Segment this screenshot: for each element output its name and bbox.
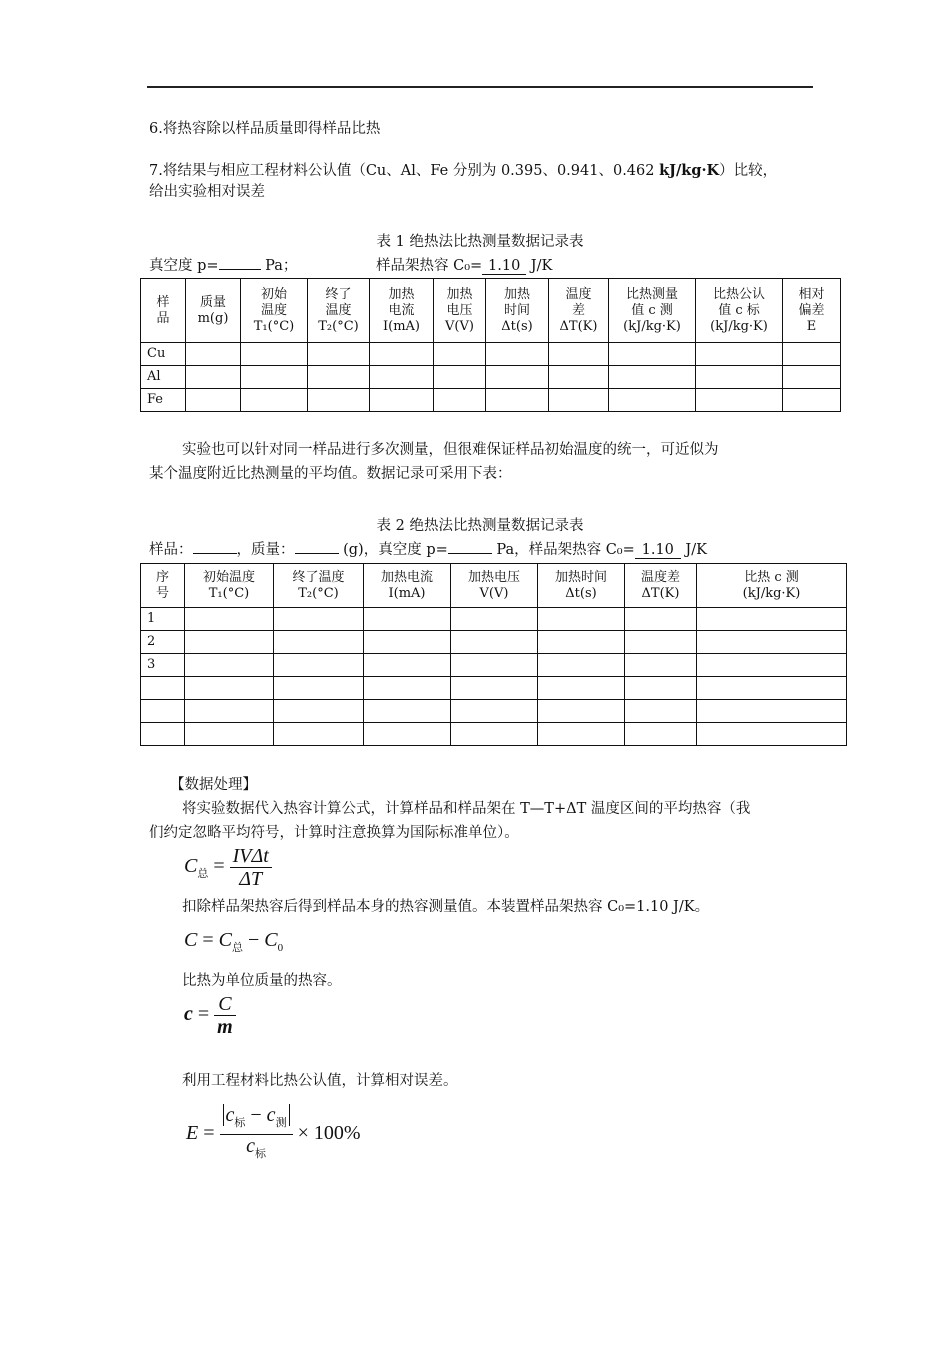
table1-empty-cell bbox=[241, 343, 308, 366]
table1-empty-cell bbox=[549, 343, 609, 366]
table1-header-text: Δt(s) bbox=[501, 318, 533, 334]
table1-header-text: 终了 bbox=[325, 286, 352, 302]
table1-empty-cell bbox=[549, 389, 609, 412]
table2-row-label bbox=[141, 723, 185, 746]
table-row bbox=[141, 654, 847, 677]
table1-header-text: 时间 bbox=[503, 302, 530, 318]
table2-empty-cell bbox=[274, 723, 364, 746]
table1-header-text: 比热公认 bbox=[712, 286, 765, 302]
table1-header-text: (kJ/kg·K) bbox=[623, 318, 681, 334]
table-row bbox=[141, 389, 841, 412]
table2-header-cell bbox=[364, 564, 451, 608]
table2-header-cell bbox=[538, 564, 625, 608]
table2-header-cell bbox=[625, 564, 697, 608]
table1-header-row bbox=[141, 279, 841, 343]
table1-empty-cell bbox=[186, 366, 241, 389]
table2-empty-cell bbox=[185, 723, 274, 746]
table1-header-text: 温度 bbox=[565, 286, 592, 302]
table2-header-text: 序 bbox=[155, 569, 169, 585]
table2-empty-cell bbox=[625, 654, 697, 677]
table2-empty-cell bbox=[364, 723, 451, 746]
table1-empty-cell bbox=[486, 366, 549, 389]
table2-header-text: ΔT(K) bbox=[641, 585, 680, 601]
table2-empty-cell bbox=[625, 723, 697, 746]
table1-header-cell bbox=[141, 279, 186, 343]
table1-header-text: E bbox=[806, 318, 817, 334]
table2-empty-cell bbox=[697, 723, 847, 746]
table2-header-cell bbox=[274, 564, 364, 608]
table2-empty-cell bbox=[625, 700, 697, 723]
table1-header-cell bbox=[370, 279, 434, 343]
table1-header-text: 加热 bbox=[388, 286, 415, 302]
table2-header-cell bbox=[451, 564, 538, 608]
table1-empty-cell bbox=[783, 389, 841, 412]
table2-header-text: Δt(s) bbox=[565, 585, 597, 601]
table2-empty-cell bbox=[625, 631, 697, 654]
table2-empty-cell bbox=[364, 677, 451, 700]
table1-header-text: 相对 bbox=[798, 286, 825, 302]
table1 bbox=[140, 278, 841, 412]
table2-empty-cell bbox=[364, 608, 451, 631]
table1-empty-cell bbox=[308, 343, 370, 366]
table1-header-text: 样 bbox=[156, 294, 170, 310]
table2-header-text: V(V) bbox=[479, 585, 509, 601]
table1-empty-cell bbox=[549, 366, 609, 389]
table2-empty-cell bbox=[625, 677, 697, 700]
table2-empty-cell bbox=[364, 631, 451, 654]
table2-empty-cell bbox=[538, 723, 625, 746]
table1-header-cell bbox=[609, 279, 696, 343]
table2-header-cell bbox=[185, 564, 274, 608]
table2-empty-cell bbox=[274, 677, 364, 700]
table1-caption: 表 1 绝热法比热测量数据记录表 bbox=[376, 234, 584, 250]
table1-empty-cell bbox=[186, 389, 241, 412]
table2-header-text: 终了温度 bbox=[292, 569, 345, 585]
table1-row-label: Cu bbox=[141, 343, 186, 366]
data-processing-heading: 【数据处理】 bbox=[170, 777, 257, 793]
table2-header-text: I(mA) bbox=[388, 585, 426, 601]
table2-empty-cell bbox=[451, 631, 538, 654]
table2-row-label: 2 bbox=[141, 631, 185, 654]
table1-header-text: 电流 bbox=[388, 302, 415, 318]
table2-empty-cell bbox=[364, 700, 451, 723]
table1-empty-cell bbox=[609, 389, 696, 412]
table1-header-text: 品 bbox=[156, 310, 170, 326]
table2-header-text: 初始温度 bbox=[202, 569, 255, 585]
table-row bbox=[141, 343, 841, 366]
table2-row-label bbox=[141, 677, 185, 700]
table1-empty-cell bbox=[186, 343, 241, 366]
table2-info: 样品： ，质量： (g)，真空度 p= Pa，样品架热容 C₀= 1.10 J/K bbox=[149, 542, 707, 558]
table2-header-text: 加热时间 bbox=[554, 569, 607, 585]
table2-header-text: 加热电流 bbox=[380, 569, 433, 585]
table2-empty-cell bbox=[697, 631, 847, 654]
table1-empty-cell bbox=[434, 366, 486, 389]
table1-header-cell bbox=[186, 279, 241, 343]
table1-header-text: 温度 bbox=[260, 302, 287, 318]
table1-empty-cell bbox=[370, 343, 434, 366]
table1-header-text: 电压 bbox=[446, 302, 473, 318]
table2-empty-cell bbox=[185, 631, 274, 654]
step-7-line2: 给出实验相对误差 bbox=[149, 184, 265, 200]
table1-header-text: 值 c 标 bbox=[718, 302, 760, 318]
table1-header-cell bbox=[308, 279, 370, 343]
para-multi-line2: 某个温度附近比热测量的平均值。数据记录可采用下表： bbox=[149, 466, 512, 482]
table-row bbox=[141, 608, 847, 631]
table-row bbox=[141, 631, 847, 654]
table2-empty-cell bbox=[538, 677, 625, 700]
table1-empty-cell bbox=[609, 366, 696, 389]
table2-row-label: 1 bbox=[141, 608, 185, 631]
table-row bbox=[141, 366, 841, 389]
table2-header-text: (kJ/kg·K) bbox=[742, 585, 801, 601]
table2-empty-cell bbox=[185, 608, 274, 631]
table2-header-text: 加热电压 bbox=[467, 569, 520, 585]
table2-empty-cell bbox=[185, 677, 274, 700]
table2-empty-cell bbox=[185, 700, 274, 723]
table2 bbox=[140, 563, 847, 746]
table1-header-text: T₁(°C) bbox=[253, 318, 295, 334]
table1-empty-cell bbox=[370, 366, 434, 389]
step-7-line1: 7.将结果与相应工程材料公认值（Cu、Al、Fe 分别为 0.395、0.941、0.462 kJ/kg·K）比较， bbox=[149, 162, 778, 179]
table1-header-cell bbox=[434, 279, 486, 343]
formula-relative-error: E = $\frac{c_标 - c_测}{c_标}$ × 100% bbox=[186, 1104, 361, 1160]
table1-header-text: 加热 bbox=[503, 286, 530, 302]
table2-empty-cell bbox=[451, 608, 538, 631]
table1-header-text: T₂(°C) bbox=[318, 318, 359, 334]
table1-empty-cell bbox=[783, 366, 841, 389]
table2-header-cell bbox=[697, 564, 847, 608]
table1-header-text: (kJ/kg·K) bbox=[710, 318, 768, 334]
table2-empty-cell bbox=[697, 608, 847, 631]
table1-header-cell bbox=[241, 279, 308, 343]
table1-empty-cell bbox=[308, 366, 370, 389]
table1-header-cell bbox=[486, 279, 549, 343]
table1-holder-info: 样品架热容 C₀= 1.10 J/K bbox=[376, 258, 553, 274]
table1-empty-cell bbox=[434, 389, 486, 412]
step-6: 6.将热容除以样品质量即得样品比热 bbox=[149, 121, 381, 137]
table2-empty-cell bbox=[697, 654, 847, 677]
table2-header-text: 号 bbox=[155, 585, 169, 601]
table2-empty-cell bbox=[538, 654, 625, 677]
table2-empty-cell bbox=[697, 677, 847, 700]
table1-header-text: I(mA) bbox=[383, 318, 420, 334]
table2-empty-cell bbox=[451, 700, 538, 723]
table1-empty-cell bbox=[486, 389, 549, 412]
formula-total-heat-capacity: $C_总$ = $\frac{\text{IVΔt}}{\Delta T}$ bbox=[184, 845, 272, 890]
table2-empty-cell bbox=[364, 654, 451, 677]
table-row bbox=[141, 723, 847, 746]
table2-header-text: 比热 c 测 bbox=[744, 569, 799, 585]
table1-empty-cell bbox=[434, 343, 486, 366]
table2-header-row bbox=[141, 564, 847, 608]
table2-header-text: T₁(°C) bbox=[208, 585, 250, 601]
table2-empty-cell bbox=[274, 700, 364, 723]
formula-specific-heat: c = $\frac{C}{m}$ bbox=[184, 993, 236, 1038]
formula-sample-heat-capacity: $C = C_总 - C_0$ bbox=[184, 929, 284, 954]
table2-empty-cell bbox=[451, 677, 538, 700]
table1-empty-cell bbox=[241, 366, 308, 389]
table1-empty-cell bbox=[308, 389, 370, 412]
table1-header-text: 初始 bbox=[260, 286, 287, 302]
table1-empty-cell bbox=[241, 389, 308, 412]
table2-empty-cell bbox=[697, 700, 847, 723]
table1-header-text: 温度 bbox=[325, 302, 352, 318]
table1-header-text: 加热 bbox=[446, 286, 473, 302]
data-processing-p2: 扣除样品架热容后得到样品本身的热容测量值。本装置样品架热容 C₀=1.10 J/K。 bbox=[182, 899, 710, 915]
table1-empty-cell bbox=[370, 389, 434, 412]
table1-header-text: 差 bbox=[571, 302, 585, 318]
table2-empty-cell bbox=[451, 654, 538, 677]
table2-row-label: 3 bbox=[141, 654, 185, 677]
table2-empty-cell bbox=[538, 631, 625, 654]
table2-empty-cell bbox=[274, 654, 364, 677]
table1-empty-cell bbox=[696, 343, 783, 366]
table-row bbox=[141, 677, 847, 700]
table1-header-text: m(g) bbox=[197, 310, 229, 326]
table1-header-text: 值 c 测 bbox=[631, 302, 673, 318]
table2-empty-cell bbox=[451, 723, 538, 746]
table1-header-text: 质量 bbox=[199, 294, 226, 310]
table1-empty-cell bbox=[696, 389, 783, 412]
table2-header-cell bbox=[141, 564, 185, 608]
table1-header-text: V(V) bbox=[445, 318, 474, 334]
data-processing-p1-line1: 将实验数据代入热容计算公式，计算样品和样品架在 T—T+ΔT 温度区间的平均热容（我 bbox=[182, 801, 751, 817]
table1-empty-cell bbox=[486, 343, 549, 366]
table2-header-text: 温度差 bbox=[640, 569, 680, 585]
table1-header-cell bbox=[696, 279, 783, 343]
table1-header-cell bbox=[549, 279, 609, 343]
data-processing-p3: 比热为单位质量的热容。 bbox=[182, 973, 342, 989]
table-row bbox=[141, 700, 847, 723]
data-processing-p1-line2: 们约定忽略平均符号，计算时注意换算为国际标准单位）。 bbox=[149, 825, 519, 841]
table1-row-label: Al bbox=[141, 366, 186, 389]
table1-empty-cell bbox=[609, 343, 696, 366]
table1-info: 真空度 p= Pa； bbox=[149, 258, 298, 274]
para-multi-line1: 实验也可以针对同一样品进行多次测量，但很难保证样品初始温度的统一，可近似为 bbox=[182, 442, 719, 458]
table1-empty-cell bbox=[783, 343, 841, 366]
header-rule bbox=[147, 86, 813, 88]
table1-header-text: ΔT(K) bbox=[559, 318, 598, 334]
data-processing-p4: 利用工程材料比热公认值，计算相对误差。 bbox=[182, 1073, 458, 1089]
table2-empty-cell bbox=[185, 654, 274, 677]
table2-header-text: T₂(°C) bbox=[298, 585, 339, 601]
table1-header-text: 比热测量 bbox=[625, 286, 678, 302]
table2-empty-cell bbox=[274, 608, 364, 631]
table1-header-text: 偏差 bbox=[798, 302, 825, 318]
table1-row-label: Fe bbox=[141, 389, 186, 412]
table2-caption: 表 2 绝热法比热测量数据记录表 bbox=[376, 518, 584, 534]
table2-empty-cell bbox=[625, 608, 697, 631]
table2-empty-cell bbox=[538, 608, 625, 631]
table2-empty-cell bbox=[274, 631, 364, 654]
table2-empty-cell bbox=[538, 700, 625, 723]
table1-empty-cell bbox=[696, 366, 783, 389]
table1-header-cell bbox=[783, 279, 841, 343]
table2-row-label bbox=[141, 700, 185, 723]
